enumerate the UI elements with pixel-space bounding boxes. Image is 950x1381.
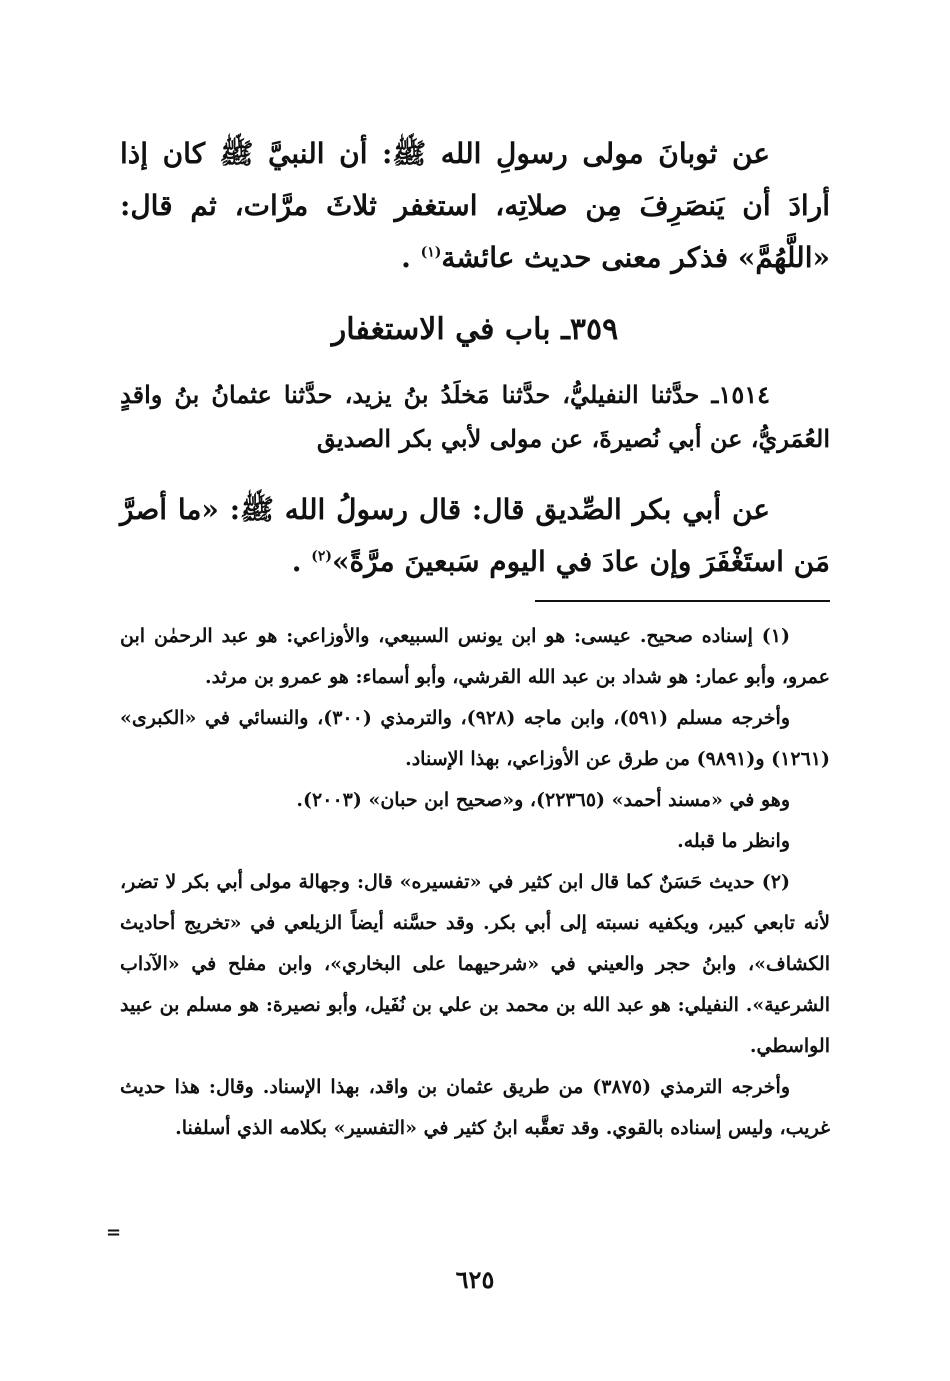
- footnote-ref-1: (١): [420, 244, 442, 261]
- footnote-2-paragraph-2: وأخرجه الترمذي (٣٨٧٥) من طريق عثمان بن واقد، بهذا الإسناد. وقال: هذا حديث غريب، وليس إسناده بالقوي. وقد تعقَّبه ابنُ كثير في «التفسير» بكلامه الذي أسلفنا.: [120, 1076, 830, 1139]
- hadith-text-end: .: [291, 545, 302, 578]
- footnote-1-paragraph-3: وهو في «مسند أحمد» (٢٢٣٦٥)، و«صحيح ابن حبان» (٢٠٠٣).: [296, 789, 790, 811]
- opening-paragraph: [120, 128, 830, 284]
- footnote-1-paragraph-2: وأخرجه مسلم (٥٩١)، وابن ماجه (٩٢٨)، والترمذي (٣٠٠)، والنسائي في «الكبرى» (١٢٦١) و(٩٨٩١) من طرق عن الأوزاعي، بهذا الإسناد.: [120, 707, 830, 770]
- opening-paragraph-text: عن ثوبانَ مولى رسولِ الله ﷺ: أن النبيَّ ﷺ كان إذا أرادَ أن يَنصَرِفَ مِن صلاتِه، استغفر ثلاثَ مرَّات، ثم قال: «اللَّهُمَّ» فذكر معنى حديث عائشة: [120, 137, 830, 274]
- page-number: ٦٢٥: [455, 1265, 495, 1294]
- chapter-heading: ٣٥٩ـ باب في الاستغفار: [331, 312, 619, 347]
- continuation-mark: =: [106, 1222, 122, 1243]
- footnote-2-paragraph-1: (٢) حديث حَسَنٌ كما قال ابن كثير في «تفسيره» قال: وجهالة مولى أبي بكر لا تضر، لأنه تابعي كبير، ويكفيه نسبته إلى أبي بكر. وقد حسَّنه أيضاً الزيلعي في «تخريج أحاديث الكشاف»، وابنُ حجر والعيني في «شرحيهما على البخاري»، وابن مفلح في «الآداب الشرعية». النفيلي: هو عبد الله بن محمد بن علي بن نُفَيل، وأبو نصيرة: هو مسلم بن عبيد الواسطي.: [120, 871, 830, 1057]
- hadith-chain-text: ١٥١٤ـ حدَّثنا النفيليُّ، حدَّثنا مَخلَدُ بنُ يزيد، حدَّثنا عثمانُ بنُ واقدٍ العُمَريُّ، عن أبي نُصيرةَ، عن مولى لأبي بكر الصديق: [120, 380, 830, 453]
- footnote-1-paragraph-4: وانظر ما قبله.: [677, 830, 790, 852]
- opening-paragraph-end: .: [401, 241, 411, 274]
- hadith-text-body: عن أبي بكر الصِّديق قال: قال رسولُ الله ﷺ: «ما أصرَّ مَن استَغْفَرَ وإن عادَ في اليوم سَبعينَ مرَّةً»: [120, 493, 830, 578]
- footnote-ref-2: (٢): [311, 548, 332, 565]
- hadith-chain: [120, 373, 830, 461]
- footnote-separator: [535, 600, 830, 602]
- hadith-text: [120, 484, 830, 588]
- footnotes: [120, 616, 830, 1149]
- footnote-1-paragraph-1: (١) إسناده صحيح. عيسى: هو ابن يونس السبيعي، والأوزاعي: هو عبد الرحمٰن ابن عمرو، وأبو عمار: هو شداد بن عبد الله القرشي، وأبو أسماء: هو عمرو بن مرثد.: [120, 625, 830, 688]
